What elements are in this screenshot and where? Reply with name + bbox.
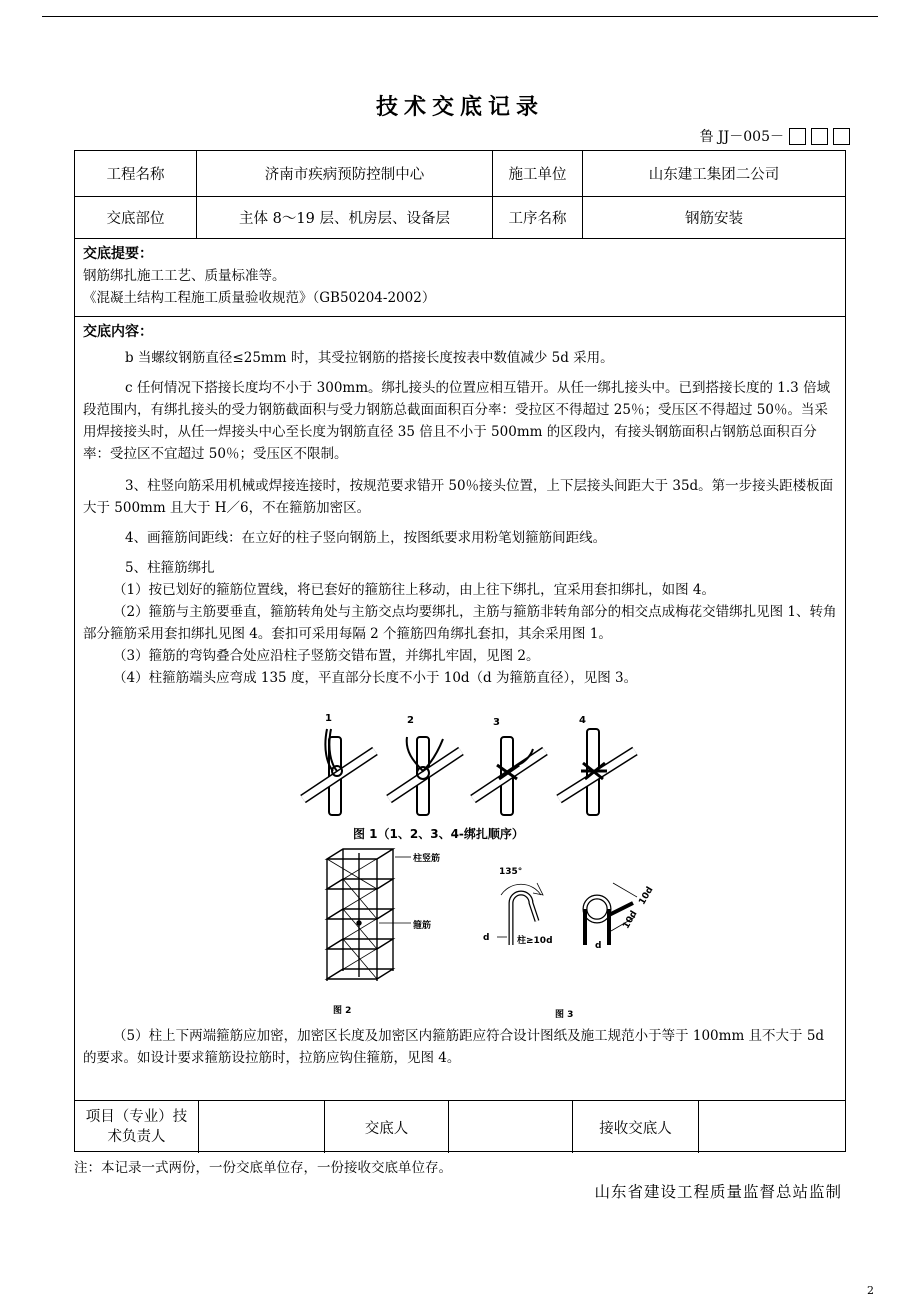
stirrup-levels: [327, 849, 393, 979]
document-title: 技术交底记录: [375, 95, 544, 120]
fig3-length-label: 柱≥10d: [517, 936, 553, 946]
content-paragraph-5-2: （2）箍筋与主筋要垂直，箍筋转角处与主筋交点均要绑扎，主筋与箍筋非转角部分的相交点成梅花交错绑扎见图 1、转角部分箍筋采用套扣绑扎见图 4。套扣可采用每隔 2 个箍筋四角绑扎套扣，其余采用图 1。: [83, 604, 837, 642]
summary-section: [75, 239, 845, 317]
top-rule: [42, 16, 878, 17]
page-number: 2: [867, 1284, 874, 1297]
fig3-d-label: d: [483, 933, 490, 943]
fig1-number: 2: [407, 715, 414, 726]
fig3-length-label-2: 10d: [637, 885, 656, 907]
part-label: 交底部位: [75, 197, 197, 238]
code-box: [811, 128, 828, 145]
part-value: 主体 8～19 层、机房层、设备层: [197, 197, 493, 238]
signature-row: [75, 1101, 845, 1153]
content-paragraph-5-5: （5）柱上下两端箍筋应加密，加密区长度及加密区内箍筋距应符合设计图纸及施工规范小于等于 100mm 且不大于 5d 的要求。如设计要求箍筋设拉筋时，拉筋应钩住箍筋，见图 4。: [83, 1028, 825, 1066]
supervisor-text: 山东省建设工程质量监督总站监制: [594, 1183, 842, 1201]
contractor-value: 山东建工集团二公司: [648, 167, 780, 183]
tie-step-1: [303, 729, 375, 815]
tie-step-2: [389, 737, 461, 815]
document-code: [700, 126, 850, 146]
code-box: [833, 128, 850, 145]
discloser-signature[interactable]: [449, 1101, 573, 1153]
receiver-label: 接收交底人: [573, 1101, 699, 1153]
figure-3-caption: 图 3: [555, 1010, 574, 1020]
tie-step-4: [559, 729, 635, 815]
fig1-number: 3: [493, 717, 500, 728]
fig1-number: 4: [579, 715, 586, 726]
record-table: [74, 150, 846, 1152]
summary-line: 钢筋绑扎施工工艺、质量标准等。: [83, 268, 286, 284]
process-value: 钢筋安装: [685, 211, 743, 227]
tech-lead-label: 项目（专业）技术负责人: [75, 1101, 199, 1153]
discloser-label: 交底人: [325, 1101, 449, 1153]
content-paragraph-4: 4、画箍筋间距线：在立好的柱子竖向钢筋上，按图纸要求用粉笔划箍筋间距线。: [125, 530, 607, 546]
tie-step-3: [473, 737, 545, 815]
summary-label: 交底提要：: [83, 246, 153, 262]
fig1-number: 1: [325, 713, 332, 724]
footer-note: 注：本记录一式两份，一份交底单位存，一份接收交底单位存。: [74, 1160, 452, 1176]
tech-lead-signature[interactable]: [199, 1101, 325, 1153]
figure-2-caption: 图 2: [333, 1006, 352, 1016]
project-name-label: 工程名称: [75, 151, 197, 196]
content-paragraph-c: c 任何情况下搭接长度均不小于 300mm。绑扎接头的位置应相互错开。从任一绑扎接头中。已到搭接长度的 1.3 倍域段范围内，有绑扎接头的受力钢筋截面积与受力钢筋总截面面积百分率：受拉区不得超过 25％；受压区不得超过 50％。当采用焊接接头时，从任一焊接头中心至长度为钢筋直径 35 倍且不小于 500mm 的区段内，有接头钢筋面积占钢筋总面积百分率：受拉区不宜超过 50％；受压区不限制。: [83, 380, 831, 462]
info-row-part: [75, 197, 845, 239]
content-paragraph-3: 3、柱竖向筋采用机械或焊接连接时，按规范要求错开 50％接头位置，上下层接头间距大于 35d。第一步接头距楼板面大于 500mm 且大于 H／6，不在箍筋加密区。: [83, 478, 834, 516]
receiver-signature[interactable]: [699, 1101, 845, 1153]
fig3-d-label-2: d: [595, 941, 602, 951]
code-prefix: 鲁 JJ－005－: [699, 129, 784, 145]
content-section: [75, 317, 845, 1101]
contractor-label: 施工单位: [493, 151, 583, 196]
content-label: 交底内容：: [83, 324, 153, 340]
content-paragraph-5-1: （1）按已划好的箍筋位置线，将已套好的箍筋往上移动，由上往下绑扎，宜采用套扣绑扎，如图 4。: [113, 582, 715, 598]
fig2-label-stirrup: 箍筋: [413, 921, 432, 931]
content-paragraph-5-4: （4）柱箍筋端头应弯成 135 度，平直部分长度不小于 10d（d 为箍筋直径），见图 3。: [113, 670, 638, 686]
process-label: 工序名称: [493, 197, 583, 238]
project-name-value: 济南市疾病预防控制中心: [197, 151, 493, 196]
content-paragraph-b: b 当螺纹钢筋直径≤25mm 时，其受拉钢筋的搭接长度按表中数值减少 5d 采用。: [125, 350, 614, 366]
summary-line: 《混凝土结构工程施工质量验收规范》（GB50204-2002）: [83, 290, 436, 306]
content-paragraph-5-3: （3）箍筋的弯钩叠合处应沿柱子竖筋交错布置，并绑扎牢固，见图 2。: [113, 648, 540, 664]
fig2-label-vertical-bar: 柱竖筋: [413, 854, 441, 864]
figure-1-tying-sequence: [297, 709, 647, 819]
code-box: [789, 128, 806, 145]
fig3-angle-label: 135°: [499, 867, 523, 877]
info-row-project: [75, 151, 845, 197]
figure-1-caption: 图 1（1、2、3、4-绑扎顺序）: [353, 827, 524, 841]
content-paragraph-5: 5、柱箍筋绑扎: [125, 560, 215, 576]
fig3-length-label-3: 10d: [621, 909, 640, 931]
